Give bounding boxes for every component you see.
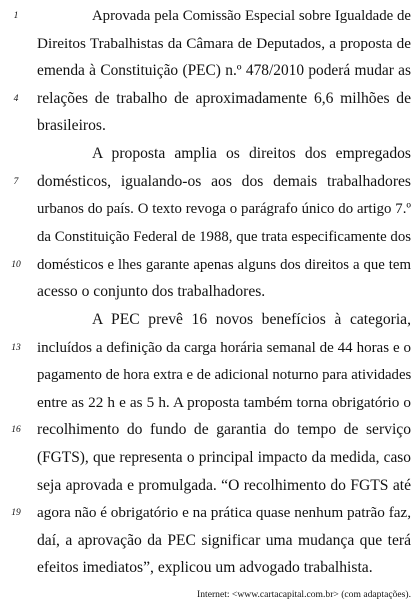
- text-line: agora não é obrigatório e na prática quase nenhum patrão faz,: [37, 504, 412, 521]
- line-number: 10: [11, 260, 21, 270]
- text-line: brasileiros.: [37, 117, 106, 134]
- text-line: (FGTS), que representa o principal impacto da medida, caso: [37, 449, 411, 466]
- line-number: 19: [11, 508, 21, 518]
- text-line: acesso o conjunto dos trabalhadores.: [37, 283, 266, 300]
- line-number: 1: [13, 11, 19, 21]
- text-line: recolhimento do fundo de garantia do tempo de serviço: [37, 421, 411, 438]
- text-line: entre as 22 h e as 5 h. A proposta também torna obrigatório o: [37, 394, 411, 411]
- text-line: Aprovada pela Comissão Especial sobre Igualdade de: [92, 8, 411, 24]
- text-line: A proposta amplia os direitos dos empregados: [92, 145, 411, 162]
- text-line: emenda à Constituição (PEC) n.º 478/2010 poderá mudar as: [37, 62, 411, 79]
- text-line: A PEC prevê 16 novos benefícios à categoria,: [92, 311, 411, 328]
- line-number: 16: [11, 425, 21, 435]
- text-line: incluídos a definição da carga horária semanal de 44 horas e o: [37, 340, 411, 356]
- text-line: relações de trabalho de aproximadamente 6,6 milhões de: [37, 90, 411, 107]
- line-number: 4: [13, 94, 19, 104]
- text-line: domésticos, igualando-os aos dos demais trabalhadores: [37, 173, 411, 190]
- text-line: domésticos e lhes garante apenas alguns dos direitos a que tem: [37, 257, 411, 273]
- text-line: efeitos imediatos”, explicou um advogado trabalhista.: [37, 559, 373, 576]
- text-line: pagamento de hora extra e de adicional noturno para atividades: [37, 367, 412, 383]
- text-line: da Constituição Federal de 1988, que trata especificamente dos: [37, 229, 411, 245]
- text-line: Direitos Trabalhistas da Câmara de Deputados, a proposta de: [37, 35, 411, 52]
- line-number: 13: [11, 343, 21, 353]
- text-line: urbanos do país. O texto revoga o parágrafo único do artigo 7.º: [37, 201, 411, 217]
- source-citation: Internet: <www.cartacapital.com.br> (com adaptações).: [197, 589, 411, 600]
- text-line: seja aprovada e promulgada. “O recolhimento do FGTS até: [37, 477, 411, 494]
- text-line: daí, a aprovação da PEC significar uma mudança que terá: [37, 532, 411, 549]
- line-number: 7: [13, 177, 19, 187]
